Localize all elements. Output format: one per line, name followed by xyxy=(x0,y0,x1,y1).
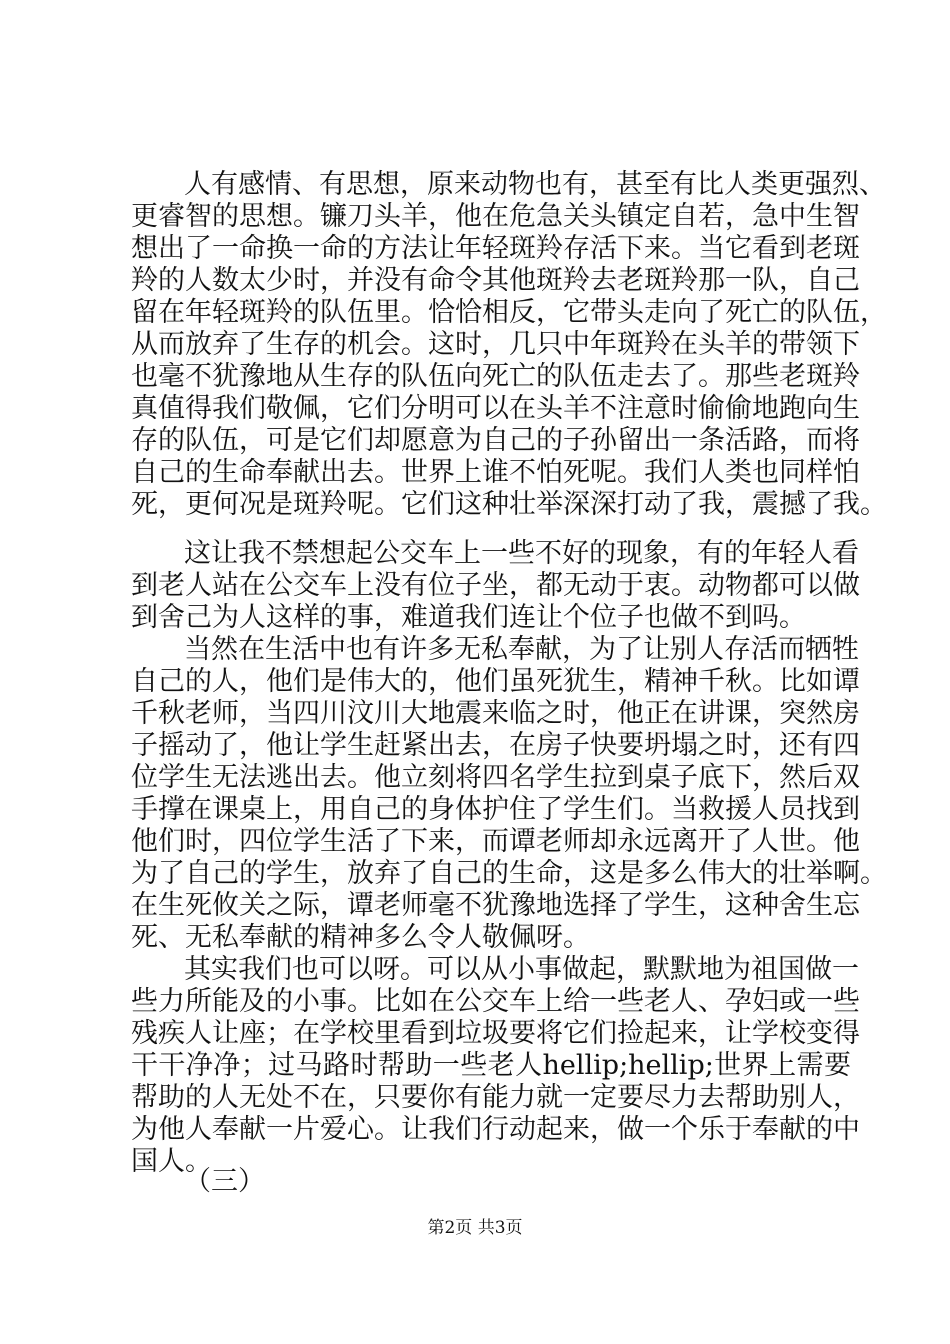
text-line: 更睿智的思想。镰刀头羊，他在危急关头镇定自若，急中生智 xyxy=(131,201,860,232)
text-line: 羚的人数太少时，并没有命令其他斑羚去老斑羚那一队，自己 xyxy=(131,265,860,297)
text-line: 其实我们也可以呀。可以从小事做起，默默地为祖国做一 xyxy=(184,953,859,985)
text-line: 为他人奉献一片爱心。让我们行动起来，做一个乐于奉献的中 xyxy=(131,1114,860,1145)
text-line: 千秋老师，当四川汶川大地震来临之时，他正在讲课，突然房 xyxy=(131,697,860,729)
text-line: 些力所能及的小事。比如在公交车上给一些老人、孕妇或一些 xyxy=(131,985,860,1017)
text-line: 到老人站在公交车上没有位子坐，都无动于衷。动物都可以做 xyxy=(131,569,860,601)
text-line: 自己的人，他们是伟大的，他们虽死犹生，精神千秋。比如谭 xyxy=(131,665,860,697)
text-line: 真值得我们敬佩，它们分明可以在头羊不注意时偷偷地跑向生 xyxy=(131,393,860,425)
section-heading: （三） xyxy=(184,1166,265,1197)
text-line: 人有感情、有思想，原来动物也有，甚至有比人类更强烈、 xyxy=(184,169,886,200)
text-line: 这让我不禁想起公交车上一些不好的现象，有的年轻人看 xyxy=(184,537,859,569)
page-footer: 第2页 共3页 xyxy=(427,1218,523,1238)
text-line: 想出了一命换一命的方法让年轻斑羚存活下来。当它看到老斑 xyxy=(131,233,860,264)
text-line: 存的队伍，可是它们却愿意为自己的子孙留出一条活路，而将 xyxy=(131,425,860,457)
text-line: 死、无私奉献的精神多么令人敬佩呀。 xyxy=(131,921,590,953)
text-line: 自己的生命奉献出去。世界上谁不怕死呢。我们人类也同样怕 xyxy=(131,457,860,489)
text-line: 干干净净；过马路时帮助一些老人hellip;hellip;世界上需要 xyxy=(131,1049,851,1081)
text-line: 到舍己为人这样的事，难道我们连让个位子也做不到吗。 xyxy=(131,601,806,633)
text-line: 位学生无法逃出去。他立刻将四名学生拉到桌子底下，然后双 xyxy=(131,761,860,793)
text-line: 死，更何况是斑羚呢。它们这种壮举深深打动了我，震撼了我。 xyxy=(131,489,887,521)
text-line: 帮助的人无处不在，只要你有能力就一定要尽力去帮助别人， xyxy=(131,1082,860,1113)
text-line: 当然在生活中也有许多无私奉献，为了让别人存活而牺牲 xyxy=(184,633,859,665)
text-line: 他们时，四位学生活了下来，而谭老师却永远离开了人世。他 xyxy=(131,825,860,857)
text-line: 在生死攸关之际，谭老师毫不犹豫地选择了学生，这种舍生忘 xyxy=(131,889,860,921)
text-line: 为了自己的学生，放弃了自己的生命，这是多么伟大的壮举啊。 xyxy=(131,857,887,889)
text-line: 留在年轻斑羚的队伍里。恰恰相反，它带头走向了死亡的队伍， xyxy=(131,297,887,329)
text-line: 国人。 xyxy=(131,1146,212,1177)
text-line: 手撑在课桌上，用自己的身体护住了学生们。当救援人员找到 xyxy=(131,793,860,825)
text-line: 子摇动了，他让学生赶紧出去，在房子快要坍塌之时，还有四 xyxy=(131,729,860,761)
text-line: 也毫不犹豫地从生存的队伍向死亡的队伍走去了。那些老斑羚 xyxy=(131,361,860,393)
text-line: 从而放弃了生存的机会。这时，几只中年斑羚在头羊的带领下 xyxy=(131,329,860,361)
text-line: 残疾人让座；在学校里看到垃圾要将它们捡起来，让学校变得 xyxy=(131,1017,860,1049)
